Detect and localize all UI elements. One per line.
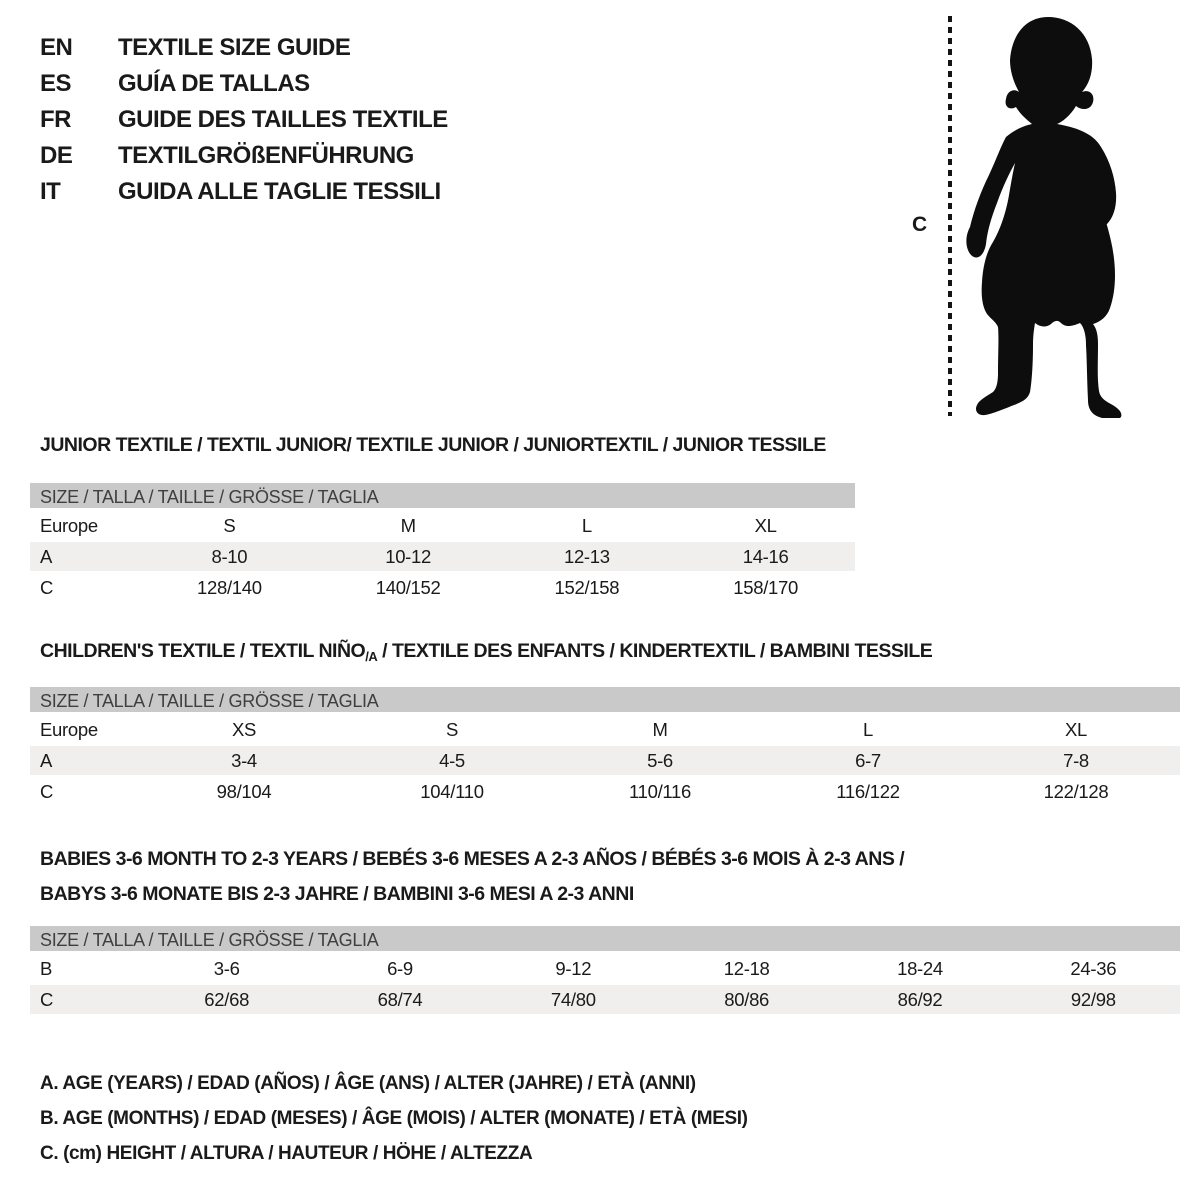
junior-size-table <box>30 483 855 604</box>
language-row-it <box>40 174 448 210</box>
babies-size-table <box>30 926 1180 1016</box>
table-cell: 122/128 <box>1043 781 1109 802</box>
table-cell: 8-10 <box>211 546 248 567</box>
children-title-subscript: /A <box>365 649 378 664</box>
table-cell: 62/68 <box>204 989 250 1010</box>
babies-title-line2: BABYS 3-6 MONATE BIS 2-3 JAHRE / BAMBINI 3-6 MESI A 2-3 ANNI <box>40 883 634 905</box>
table-row-age <box>30 542 855 573</box>
table-cell: 4-5 <box>439 750 465 771</box>
toddler-silhouette-icon <box>962 14 1140 418</box>
table-row-height <box>30 777 1180 808</box>
table-cell: 12-13 <box>563 546 610 567</box>
size-table-header: SIZE / TALLA / TAILLE / GRÖSSE / TAGLIA <box>30 483 855 511</box>
language-row-fr <box>40 102 448 138</box>
language-code: IT <box>40 178 61 205</box>
language-title-list <box>40 30 448 210</box>
row-label: A <box>40 750 53 771</box>
language-row-de <box>40 138 448 174</box>
language-row-en <box>40 30 448 66</box>
table-cell: M <box>652 719 668 740</box>
table-cell: 6-9 <box>387 958 413 979</box>
row-label: Europe <box>40 719 98 740</box>
table-cell: XS <box>231 719 257 740</box>
children-size-table <box>30 687 1180 808</box>
language-code: ES <box>40 70 72 97</box>
table-cell: 80/86 <box>724 989 770 1010</box>
table-cell: 6-7 <box>855 750 881 771</box>
row-label: C <box>40 989 54 1010</box>
table-cell: 98/104 <box>216 781 272 802</box>
table-cell: 10-12 <box>385 546 432 567</box>
table-cell: 86/92 <box>897 989 943 1010</box>
legend-line-c: C. (cm) HEIGHT / ALTURA / HAUTEUR / HÖHE / ALTEZZA <box>40 1143 533 1164</box>
babies-section-title <box>40 842 904 912</box>
table-cell: XL <box>754 515 777 536</box>
table-cell: 152/158 <box>554 577 620 598</box>
height-measure-label: C <box>912 213 928 236</box>
table-cell: 158/170 <box>733 577 799 598</box>
table-cell: L <box>581 515 592 536</box>
table-cell: 18-24 <box>897 958 943 979</box>
row-label: Europe <box>40 515 98 536</box>
table-cell: S <box>223 515 236 536</box>
table-cell: 68/74 <box>377 989 423 1010</box>
table-cell: 92/98 <box>1070 989 1116 1010</box>
language-title: GUIDA ALLE TAGLIE TESSILI <box>118 178 441 205</box>
language-title: GUÍA DE TALLAS <box>118 70 310 97</box>
table-cell: 128/140 <box>196 577 262 598</box>
table-cell: 14-16 <box>742 546 789 567</box>
table-row-age-months <box>30 954 1180 985</box>
children-title-prefix: CHILDREN'S TEXTILE / TEXTIL NIÑO <box>40 640 366 662</box>
children-section-title <box>40 640 932 664</box>
row-label: A <box>40 546 53 567</box>
table-cell: 3-4 <box>231 750 257 771</box>
table-row-europe <box>30 511 855 542</box>
table-row-age <box>30 746 1180 777</box>
table-row-height <box>30 573 855 604</box>
table-cell: L <box>863 719 873 740</box>
junior-section-title: JUNIOR TEXTILE / TEXTIL JUNIOR/ TEXTILE JUNIOR / JUNIORTEXTIL / JUNIOR TESSILE <box>40 434 826 456</box>
legend-line-a: A. AGE (YEARS) / EDAD (AÑOS) / ÂGE (ANS) / ALTER (JAHRE) / ETÀ (ANNI) <box>40 1073 696 1094</box>
row-label: B <box>40 958 53 979</box>
table-cell: 5-6 <box>647 750 673 771</box>
table-cell: 7-8 <box>1063 750 1089 771</box>
language-code: DE <box>40 142 73 169</box>
table-cell: S <box>445 719 459 740</box>
table-cell: XL <box>1064 719 1088 740</box>
measurement-legend <box>40 1066 748 1171</box>
table-cell: M <box>400 515 416 536</box>
table-row-europe <box>30 715 1180 746</box>
row-label: C <box>40 577 54 598</box>
table-cell: 9-12 <box>555 958 592 979</box>
legend-line-b: B. AGE (MONTHS) / EDAD (MESES) / ÂGE (MOIS) / ALTER (MONATE) / ETÀ (MESI) <box>40 1108 748 1129</box>
table-row-height <box>30 985 1180 1016</box>
table-cell: 3-6 <box>213 958 240 979</box>
table-cell: 24-36 <box>1070 958 1117 979</box>
children-title-suffix: / TEXTILE DES ENFANTS / KINDERTEXTIL / BAMBINI TESSILE <box>377 640 933 662</box>
table-cell: 74/80 <box>550 989 596 1010</box>
language-row-es <box>40 66 448 102</box>
language-title: TEXTILGRÖßENFÜHRUNG <box>118 142 414 169</box>
language-code: FR <box>40 106 71 133</box>
language-title: GUIDE DES TAILLES TEXTILE <box>118 106 448 133</box>
height-dashed-line <box>948 16 952 416</box>
table-cell: 104/110 <box>420 781 484 802</box>
table-cell: 116/122 <box>836 781 900 802</box>
table-cell: 110/116 <box>628 781 692 802</box>
table-cell: 12-18 <box>723 958 770 979</box>
babies-title-line1: BABIES 3-6 MONTH TO 2-3 YEARS / BEBÉS 3-6 MESES A 2-3 AÑOS / BÉBÉS 3-6 MOIS À 2-3 ANS / <box>40 848 905 870</box>
language-title: TEXTILE SIZE GUIDE <box>118 34 351 61</box>
table-cell: 140/152 <box>375 577 441 598</box>
size-table-header: SIZE / TALLA / TAILLE / GRÖSSE / TAGLIA <box>30 926 1180 954</box>
row-label: C <box>40 781 54 802</box>
size-table-header: SIZE / TALLA / TAILLE / GRÖSSE / TAGLIA <box>30 687 1180 715</box>
language-code: EN <box>40 34 73 61</box>
